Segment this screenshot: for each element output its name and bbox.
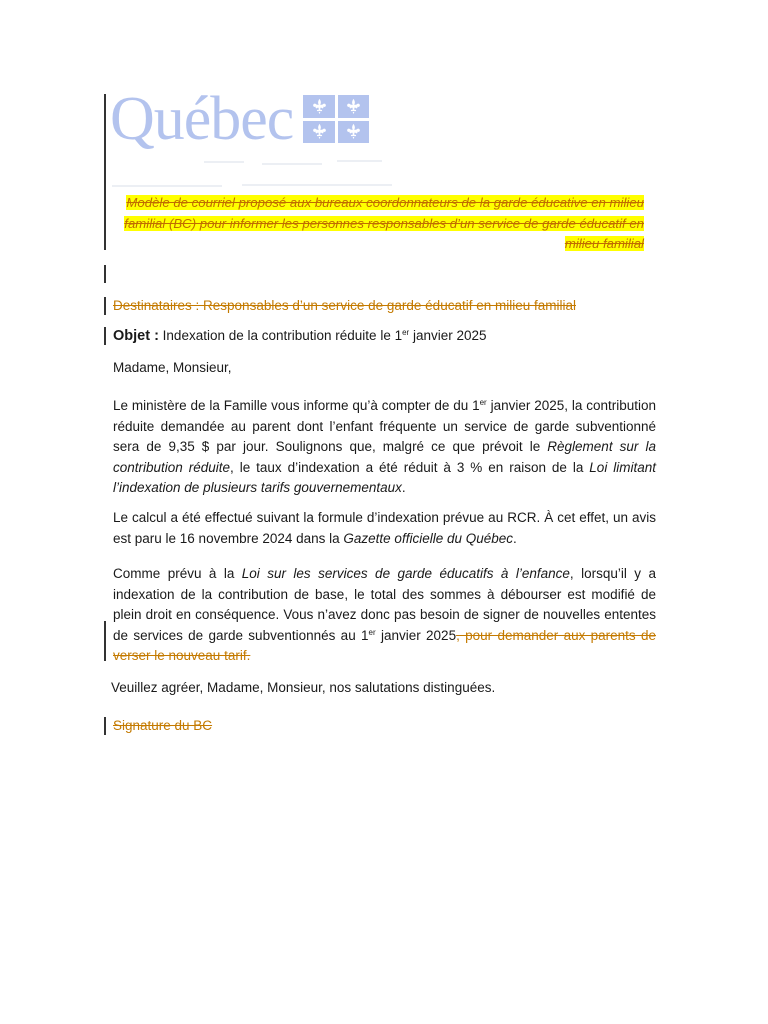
quebec-logo [110, 86, 369, 152]
paragraph-2: Le calcul a été effectué suivant la formule d’indexation prévue au RCR. À cet effet, un avis est paru le 16 novembre 2024 dans la Gazette officielle du Québec. [113, 510, 656, 546]
closing: Veuillez agréer, Madame, Monsieur, nos salutations distinguées. [111, 680, 496, 695]
change-bar [104, 265, 106, 283]
logo-wordmark: Québec [110, 85, 294, 153]
faint-marks [112, 158, 392, 188]
salutation: Madame, Monsieur, [113, 360, 232, 375]
recipients-line [113, 296, 656, 317]
paragraph-3: Comme prévu à la Loi sur les services de garde éducatifs à l’enfance, lorsqu’il y a indexation de la contribution de base, le total des sommes à débourser est modifié de plein droit en conséquence. Vous n’avez donc pas besoin de signer de nouvelles ententes de services de garde subventionnés au 1er janvier 2025, pour demander aux parents de verser le nouveau tarif. [113, 566, 656, 663]
change-bar [104, 327, 106, 345]
gazette-title: Gazette officielle du Québec [343, 530, 514, 546]
fleurdelise-flag-icon [303, 95, 369, 143]
header-note: Modèle de courriel proposé aux bureaux coordonnateurs de la garde éducative en milieu familial (BC) pour informer les personnes responsables d’un service de garde éducatif en milieu familial [124, 195, 644, 251]
change-bar [104, 717, 106, 735]
subject-label: Objet : [113, 328, 159, 344]
deleted-text: , pour demander aux parents de verser le nouveau tarif. [113, 627, 656, 663]
signature-text: Signature du BC [113, 718, 213, 733]
change-bar [104, 297, 106, 315]
paragraph-1: Le ministère de la Famille vous informe qu’à compter de du 1er janvier 2025, la contribution réduite demandée au parent dont l’enfant fréquente un service de garde subventionné sera de 9,35 $ par jour. Soulignons que, malgré ce que prévoit le Règlement sur la contribution réduite, le taux d’indexation a été réduit à 3 % en raison de la Loi limitant l’indexation de plusieurs tarifs gouvernementaux. [113, 398, 657, 495]
law-title: Loi limitant l’indexation de plusieurs tarifs gouvernementaux [113, 459, 657, 495]
change-bar [104, 94, 106, 250]
change-bar [104, 621, 106, 661]
signature-line [113, 716, 656, 737]
subject-text: Indexation de la contribution réduite le 1 [158, 328, 403, 343]
childcare-law-title: Loi sur les services de garde éducatifs à l’enfance [241, 566, 570, 581]
subject-line: Objet : Indexation de la contribution réduite le 1er janvier 2025 [113, 328, 487, 344]
recipients-text: Destinataires : Responsables d’un service de garde éducatif en milieu familial [113, 298, 576, 313]
regulation-title: Règlement sur la contribution réduite [113, 439, 656, 475]
